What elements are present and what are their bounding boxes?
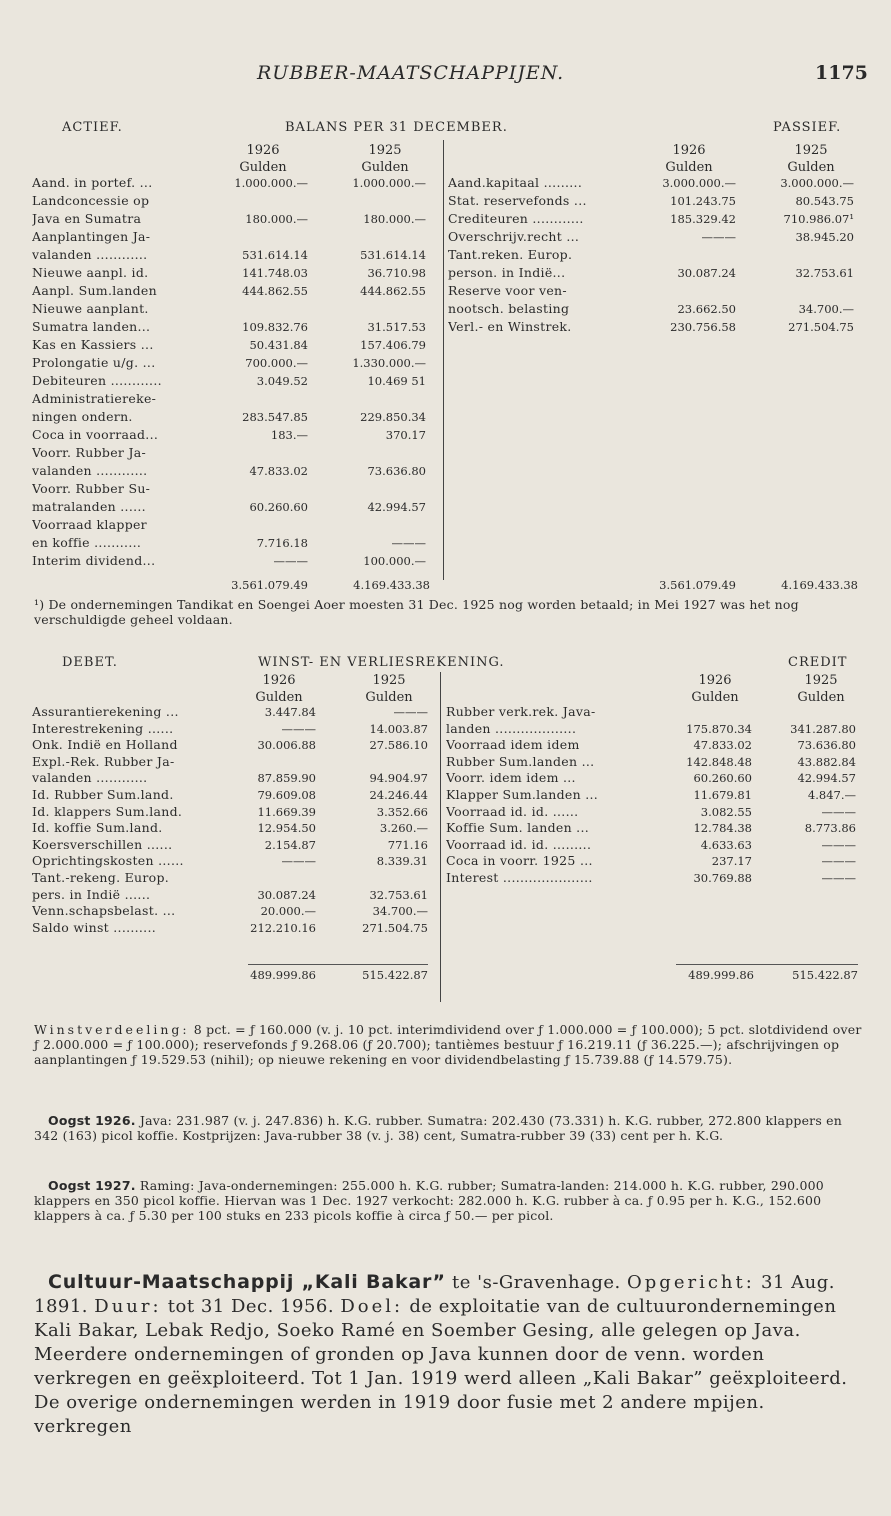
- actief-row: [32, 444, 434, 462]
- actief-value-1926: 50.431.84: [249, 338, 308, 352]
- actief-row: [32, 192, 434, 210]
- page-number: 1175: [815, 62, 868, 84]
- credit-label: Rubber Sum.landen ...: [446, 753, 595, 769]
- actief-row: [32, 426, 434, 444]
- credit-row: [446, 820, 858, 837]
- actief-value-1926: 180.000.—: [245, 212, 308, 226]
- balans-footnote: ¹) De ondernemingen Tandikat en Soengei Aoer moesten 31 Dec. 1925 nog worden betaald; in Mei 1927 was het nog verschuldigde geheel voldaan.: [34, 597, 799, 627]
- actief-value-1926: [218, 300, 308, 318]
- actief-value-1925: 229.850.34: [360, 410, 426, 424]
- passief-label: Tant.reken. Europ.: [448, 247, 573, 262]
- debet-label: Expl.-Rek. Rubber Ja-: [32, 753, 175, 769]
- actief-label: Kas en Kassiers ...: [32, 337, 154, 352]
- debet-label: Oprichtingskosten ......: [32, 853, 184, 869]
- debet-value-1926: ———: [281, 721, 316, 736]
- winst-debet-table: [32, 704, 432, 936]
- winst-divider: [440, 672, 441, 1002]
- debet-label: Id. klappers Sum.land.: [32, 803, 183, 819]
- credit-value-1925: 8.773.86: [804, 821, 856, 836]
- actief-value-1925: 1.330.000.—: [352, 356, 426, 370]
- credit-value-1925: ———: [821, 870, 856, 885]
- credit-value-1926: 12.784.38: [693, 821, 752, 836]
- winst-credit-col2-header: 1925 Gulden: [797, 673, 845, 705]
- actief-row: [32, 552, 434, 570]
- passief-value-1926: 101.243.75: [670, 194, 736, 208]
- company-place: te 's-Gravenhage.: [452, 1272, 621, 1293]
- actief-value-1925: 100.000.—: [363, 554, 426, 568]
- balans-total-right-1925: 4.169.433.38: [781, 578, 858, 592]
- actief-row: [32, 480, 434, 498]
- actief-value-1926: 444.862.55: [242, 284, 308, 298]
- passief-label: Crediteuren ............: [448, 211, 584, 226]
- balans-total-left-1925: 4.169.433.38: [353, 578, 430, 592]
- passief-row: [448, 210, 858, 228]
- passief-label: Stat. reservefonds ...: [448, 193, 587, 208]
- winst-credit-table: [446, 704, 858, 887]
- passief-value-1926: [644, 282, 736, 300]
- debet-row: [32, 837, 432, 854]
- credit-value-1925: ———: [821, 804, 856, 819]
- actief-row: [32, 516, 434, 534]
- winst-title: WINST- EN VERLIESREKENING.: [258, 655, 505, 670]
- oogst-1926-paragraph: [34, 1113, 862, 1143]
- duur-text: tot 31 Dec. 1956.: [167, 1296, 335, 1317]
- passief-row: [448, 282, 858, 300]
- actief-value-1926: [218, 444, 308, 462]
- debet-value-1925: ———: [393, 705, 428, 719]
- actief-label: Prolongatie u/g. ...: [32, 355, 156, 370]
- debet-value-1925: 771.16: [387, 837, 428, 852]
- debet-value-1925: 27.586.10: [369, 738, 428, 753]
- passief-label: Reserve voor ven-: [448, 283, 567, 298]
- passief-value-1925: [736, 282, 854, 300]
- actief-label: Voorr. Rubber Ja-: [32, 445, 147, 460]
- actief-value-1925: [308, 192, 426, 210]
- passief-label: Verl.- en Winstrek.: [448, 319, 572, 334]
- oogst-1927-paragraph: [34, 1178, 862, 1223]
- debet-value-1925: 32.753.61: [369, 887, 428, 902]
- passief-value-1926: [644, 246, 736, 264]
- debet-value-1926: 87.859.90: [257, 771, 316, 786]
- passief-value-1925: [736, 246, 854, 264]
- actief-row: [32, 228, 434, 246]
- actief-label: Landconcessie op: [32, 193, 150, 208]
- winstverdeeling-paragraph: [34, 1022, 862, 1067]
- actief-label: Coca in voorraad...: [32, 427, 159, 442]
- credit-value-1926: 47.833.02: [693, 738, 752, 753]
- actief-row: [32, 246, 434, 264]
- duur-label: Duur:: [94, 1296, 162, 1317]
- credit-row: [446, 721, 858, 738]
- credit-row: [446, 837, 858, 854]
- credit-label: Voorraad id. id. .........: [446, 836, 592, 852]
- debet-value-1926: [244, 754, 316, 771]
- passief-label: person. in Indië...: [448, 265, 566, 280]
- actief-row: [32, 408, 434, 426]
- credit-value-1925: 341.287.80: [790, 721, 856, 736]
- debet-row: [32, 820, 432, 837]
- winst-total-left-1926: 489.999.86: [250, 968, 316, 982]
- passief-value-1925: 3.000.000.—: [780, 176, 854, 190]
- credit-value-1925: ———: [821, 854, 856, 869]
- debet-value-1926: 12.954.50: [257, 821, 316, 836]
- balans-title: BALANS PER 31 DECEMBER.: [285, 120, 508, 135]
- actief-value-1925: 444.862.55: [360, 284, 426, 298]
- actief-row: [32, 282, 434, 300]
- actief-label: Administratiereke-: [32, 391, 157, 406]
- credit-label: Coca in voorr. 1925 ...: [446, 853, 593, 869]
- debet-value-1925: 34.700.—: [372, 904, 428, 919]
- passief-row: [448, 300, 858, 318]
- debet-value-1925: 94.904.97: [369, 771, 428, 786]
- actief-value-1926: 531.614.14: [242, 248, 308, 262]
- credit-row: [446, 770, 858, 787]
- winst-total-left-1925: 515.422.87: [362, 968, 428, 982]
- actief-value-1926: 109.832.76: [242, 320, 308, 334]
- passief-row: [448, 246, 858, 264]
- credit-value-1926: 11.679.81: [693, 787, 752, 802]
- actief-row: [32, 318, 434, 336]
- actief-row: [32, 210, 434, 228]
- debet-label: Koersverschillen ......: [32, 836, 173, 852]
- credit-label: Koffie Sum. landen ...: [446, 820, 590, 836]
- passief-row: [448, 192, 858, 210]
- actief-value-1925: 42.994.57: [367, 500, 426, 514]
- credit-value-1926: 30.769.88: [693, 870, 752, 885]
- debet-label: Onk. Indië en Holland: [32, 737, 178, 753]
- passief-label: nootsch. belasting: [448, 301, 570, 316]
- actief-value-1926: 1.000.000.—: [234, 176, 308, 190]
- credit-row: [446, 853, 858, 870]
- debet-label: Id. Rubber Sum.land.: [32, 786, 174, 802]
- actief-value-1925: [308, 390, 426, 408]
- credit-label: Rubber verk.rek. Java-: [446, 704, 596, 719]
- credit-value-1925: [752, 704, 856, 721]
- debet-value-1926: 79.609.08: [257, 787, 316, 802]
- actief-value-1925: [308, 516, 426, 534]
- actief-value-1926: 700.000.—: [245, 356, 308, 370]
- actief-label: Nieuwe aanpl. id.: [32, 265, 149, 280]
- actief-value-1926: 7.716.18: [256, 536, 308, 550]
- winst-total-rule-right: [676, 964, 858, 965]
- actief-row: [32, 174, 434, 192]
- debet-row: [32, 870, 432, 887]
- winst-debet-col2-header: 1925 Gulden: [365, 673, 413, 705]
- opgericht-label: Opgericht:: [627, 1272, 755, 1293]
- winst-total-right-1925: 515.422.87: [792, 968, 858, 982]
- passief-value-1926: 30.087.24: [677, 266, 736, 280]
- debet-value-1926: 3.447.84: [264, 705, 316, 719]
- winst-total-right-1926: 489.999.86: [688, 968, 754, 982]
- actief-value-1925: 531.614.14: [360, 248, 426, 262]
- debet-value-1926: ———: [281, 854, 316, 869]
- actief-label: ningen ondern.: [32, 409, 133, 424]
- company-entry: [34, 1270, 864, 1439]
- debet-label: Venn.schapsbelast. ...: [32, 903, 176, 919]
- actief-value-1925: [308, 228, 426, 246]
- credit-label: Interest .....................: [446, 869, 593, 885]
- credit-value-1926: 142.848.48: [686, 754, 752, 769]
- debet-value-1926: 30.006.88: [257, 738, 316, 753]
- passief-value-1925: 710.986.07¹: [783, 212, 854, 226]
- balans-passief-col2-header: 1925 Gulden: [787, 143, 835, 175]
- debet-label: valanden ............: [32, 770, 148, 786]
- balans-actief-table: [32, 174, 434, 570]
- debet-value-1925: 14.003.87: [369, 721, 428, 736]
- debet-value-1925: [316, 754, 428, 771]
- balans-total-right-1926: 3.561.079.49: [659, 578, 736, 592]
- debet-value-1925: 271.504.75: [362, 920, 428, 935]
- actief-label: en koffie ...........: [32, 535, 142, 550]
- balans-passief-table: [448, 174, 858, 336]
- actief-label: valanden ............: [32, 247, 148, 262]
- actief-label: Debiteuren ............: [32, 373, 162, 388]
- actief-label: Voorraad klapper: [32, 517, 147, 532]
- passief-label: Overschrijv.recht ...: [448, 229, 580, 244]
- passief-value-1925: 32.753.61: [795, 266, 854, 280]
- credit-value-1926: 237.17: [711, 854, 752, 869]
- actief-label: Nieuwe aanplant.: [32, 301, 149, 316]
- oogst-1927-label: Oogst 1927.: [48, 1178, 136, 1193]
- winst-credit-caption: CREDIT: [788, 655, 848, 670]
- passief-value-1926: 23.662.50: [677, 302, 736, 316]
- credit-row: [446, 737, 858, 754]
- oogst-1926-label: Oogst 1926.: [48, 1113, 136, 1128]
- debet-value-1926: 11.669.39: [257, 804, 316, 819]
- actief-value-1926: ———: [273, 554, 308, 568]
- actief-value-1925: 157.406.79: [360, 338, 426, 352]
- passief-value-1925: 271.504.75: [788, 320, 854, 334]
- balans-total-left-1926: 3.561.079.49: [231, 578, 308, 592]
- debet-row: [32, 853, 432, 870]
- actief-row: [32, 300, 434, 318]
- actief-row: [32, 372, 434, 390]
- debet-row: [32, 704, 432, 721]
- actief-value-1925: [308, 444, 426, 462]
- passief-value-1926: ———: [701, 230, 736, 244]
- actief-value-1926: 141.748.03: [242, 266, 308, 280]
- actief-value-1925: [308, 300, 426, 318]
- balans-actief-col1-header: 1926 Gulden: [239, 143, 287, 175]
- credit-value-1925: 4.847.—: [807, 787, 856, 802]
- actief-row: [32, 534, 434, 552]
- oogst-1926-text: Java: 231.987 (v. j. 247.836) h. K.G. rubber. Sumatra: 202.430 (73.331) h. K.G. rubber, 272.800 klappers en 342 (163) picol koffie. Kostprijzen: Java-rubber 38 (v. j. 38) cent, Sumatra-rubber 39 (33) cent per h. K.G.: [34, 1113, 842, 1143]
- actief-label: Sumatra landen...: [32, 319, 151, 334]
- credit-label: Voorr. idem idem ...: [446, 770, 576, 786]
- passief-value-1925: 80.543.75: [795, 194, 854, 208]
- actief-label: Java en Sumatra: [32, 211, 142, 226]
- actief-value-1925: 180.000.—: [363, 212, 426, 226]
- actief-value-1926: 183.—: [270, 428, 308, 442]
- actief-row: [32, 462, 434, 480]
- credit-value-1926: [672, 704, 752, 721]
- credit-row: [446, 870, 858, 887]
- actief-value-1926: [218, 192, 308, 210]
- oogst-1927-text: Raming: Java-ondernemingen: 255.000 h. K.G. rubber; Sumatra-landen: 214.000 h. K.G. rubber, 290.000 klappers en 350 picol koffie. Hiervan was 1 Dec. 1927 verkocht: 282.000 h. K.G. rubber à ca. ƒ 0.95 per h. K.G., 152.600 klappers à ca. ƒ 5.30 per 100 stuks en 233 picols koffie à circa ƒ 50.— per picol.: [34, 1178, 824, 1223]
- passief-value-1926: 230.756.58: [670, 320, 736, 334]
- actief-value-1925: 73.636.80: [367, 464, 426, 478]
- credit-label: Voorraad idem idem: [446, 737, 580, 753]
- debet-value-1926: [244, 870, 316, 887]
- actief-value-1926: 283.547.85: [242, 410, 308, 424]
- debet-value-1925: [316, 870, 428, 887]
- debet-value-1925: 8.339.31: [376, 854, 428, 869]
- opgericht-text: 31 Aug. 1891.: [34, 1272, 836, 1317]
- debet-label: Id. koffie Sum.land.: [32, 820, 163, 836]
- debet-row: [32, 787, 432, 804]
- debet-value-1926: 30.087.24: [257, 887, 316, 902]
- debet-row: [32, 903, 432, 920]
- debet-value-1926: 212.210.16: [250, 920, 316, 935]
- balans-passief-caption: PASSIEF.: [773, 120, 842, 135]
- actief-row: [32, 390, 434, 408]
- credit-row: [446, 704, 858, 721]
- passief-value-1925: 38.945.20: [795, 230, 854, 244]
- actief-row: [32, 336, 434, 354]
- debet-label: pers. in Indië ......: [32, 886, 151, 902]
- actief-label: matralanden ......: [32, 499, 146, 514]
- actief-value-1926: [218, 390, 308, 408]
- balans-actief-caption: ACTIEF.: [62, 120, 123, 135]
- actief-value-1925: 10.469 51: [367, 374, 426, 388]
- credit-value-1925: 42.994.57: [797, 771, 856, 786]
- debet-label: Interestrekening ......: [32, 720, 174, 736]
- credit-value-1926: 3.082.55: [700, 804, 752, 819]
- debet-row: [32, 887, 432, 904]
- actief-value-1926: 47.833.02: [249, 464, 308, 478]
- passief-value-1926: 3.000.000.—: [662, 176, 736, 190]
- debet-value-1925: 3.260.—: [379, 821, 428, 836]
- debet-value-1926: 20.000.—: [260, 904, 316, 919]
- credit-row: [446, 787, 858, 804]
- debet-label: Saldo winst ..........: [32, 919, 157, 935]
- winstverdeeling-text: 8 pct. = ƒ 160.000 (v. j. 10 pct. interimdividend over ƒ 1.000.000 = ƒ 100.000); 5 pct. slotdividend over ƒ 2.000.000 = ƒ 100.000); reservefonds ƒ 9.268.06 (ƒ 20.700); tantièmes bestuur ƒ 16.219.11 (ƒ 36.225.—); afschrijvingen op aanplantingen ƒ 19.529.53 (nihil); op nieuwe rekening en voor dividendbelasting ƒ 15.739.88 (ƒ 14.579.75).: [34, 1022, 862, 1067]
- credit-row: [446, 804, 858, 821]
- credit-label: landen ...................: [446, 720, 577, 736]
- credit-value-1925: 73.636.80: [797, 738, 856, 753]
- actief-value-1926: [218, 480, 308, 498]
- actief-value-1925: 31.517.53: [367, 320, 426, 334]
- passief-value-1925: 34.700.—: [798, 302, 854, 316]
- balans-divider: [443, 140, 444, 580]
- credit-value-1925: ———: [821, 837, 856, 852]
- actief-label: Aand. in portef. ...: [32, 175, 153, 190]
- debet-label: Assurantierekening ...: [32, 704, 179, 719]
- debet-value-1925: 3.352.66: [376, 804, 428, 819]
- actief-value-1926: [218, 516, 308, 534]
- debet-label: Tant.-rekeng. Europ.: [32, 869, 170, 885]
- winst-debet-caption: DEBET.: [62, 655, 118, 670]
- actief-value-1926: 3.049.52: [256, 374, 308, 388]
- passief-value-1926: 185.329.42: [670, 212, 736, 226]
- passief-row: [448, 174, 858, 192]
- running-head: RUBBER-MAATSCHAPPIJEN.: [257, 62, 565, 84]
- actief-value-1925: 1.000.000.—: [352, 176, 426, 190]
- credit-value-1926: 175.870.34: [686, 721, 752, 736]
- debet-row: [32, 737, 432, 754]
- actief-value-1926: 60.260.60: [249, 500, 308, 514]
- credit-value-1926: 4.633.63: [700, 837, 752, 852]
- debet-row: [32, 721, 432, 738]
- actief-value-1925: ———: [391, 536, 426, 550]
- actief-value-1926: [218, 228, 308, 246]
- passief-label: Aand.kapitaal .........: [448, 175, 583, 190]
- credit-row: [446, 754, 858, 771]
- actief-value-1925: 36.710.98: [367, 266, 426, 280]
- actief-value-1925: 370.17: [385, 428, 426, 442]
- debet-row: [32, 770, 432, 787]
- doel-label: Doel:: [340, 1296, 404, 1317]
- winst-debet-col1-header: 1926 Gulden: [255, 673, 303, 705]
- passief-row: [448, 318, 858, 336]
- winst-credit-col1-header: 1926 Gulden: [691, 673, 739, 705]
- actief-label: Voorr. Rubber Su-: [32, 481, 151, 496]
- actief-row: [32, 264, 434, 282]
- doel-text: de exploitatie van de cultuurondernemingen Kali Bakar, Lebak Redjo, Soeko Ramé en Soember Gesing, alle gelegen op Java. Meerdere ondernemingen of gronden op Java kunnen door de venn. worden verkregen en geëxploiteerd. Tot 1 Jan. 1919 werd alleen „Kali Bakar” geëxploiteerd. De overige ondernemingen werden in 1919 door fusie met 2 andere mpijen. verkregen: [34, 1296, 848, 1437]
- debet-value-1926: 2.154.87: [264, 837, 316, 852]
- winstverdeeling-label: Winstverdeeling:: [34, 1022, 190, 1037]
- credit-label: Klapper Sum.landen ...: [446, 786, 599, 802]
- actief-label: Aanpl. Sum.landen: [32, 283, 157, 298]
- debet-row: [32, 804, 432, 821]
- actief-label: valanden ............: [32, 463, 148, 478]
- credit-label: Voorraad id. id. ......: [446, 803, 579, 819]
- actief-row: [32, 354, 434, 372]
- debet-row: [32, 920, 432, 937]
- winst-total-rule-left: [248, 964, 428, 965]
- debet-row: [32, 754, 432, 771]
- credit-value-1925: 43.882.84: [797, 754, 856, 769]
- actief-value-1925: [308, 480, 426, 498]
- debet-value-1925: 24.246.44: [369, 787, 428, 802]
- balans-actief-col2-header: 1925 Gulden: [361, 143, 409, 175]
- company-name: Cultuur-Maatschappij „Kali Bakar”: [48, 1271, 446, 1293]
- balans-passief-col1-header: 1926 Gulden: [665, 143, 713, 175]
- actief-label: Interim dividend...: [32, 553, 156, 568]
- actief-row: [32, 498, 434, 516]
- actief-label: Aanplantingen Ja-: [32, 229, 151, 244]
- credit-value-1926: 60.260.60: [693, 771, 752, 786]
- passief-row: [448, 228, 858, 246]
- passief-row: [448, 264, 858, 282]
